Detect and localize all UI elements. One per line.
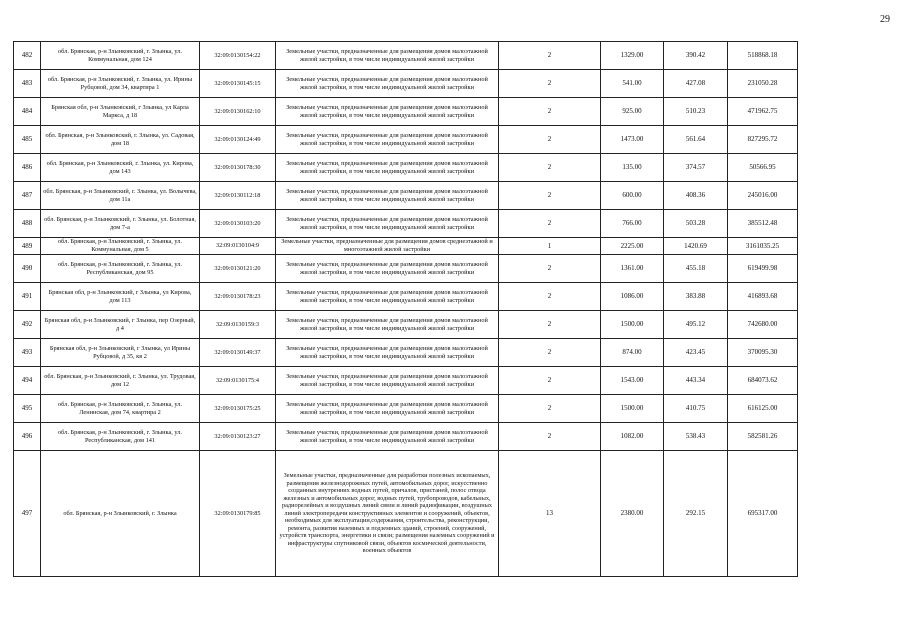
specific-value-cell: 292.15 xyxy=(664,451,728,577)
specific-value-cell: 538.43 xyxy=(664,423,728,451)
specific-value-cell: 561.64 xyxy=(664,126,728,154)
table-row xyxy=(14,238,887,255)
address-cell: обл. Брянская, р-н Злынковский, г. Злынка, ул. Коммунальная, дом 5 xyxy=(41,238,200,255)
row-number: 486 xyxy=(14,154,41,182)
row-number: 492 xyxy=(14,311,41,339)
cadastral-number-cell: 32:09:0130103:20 xyxy=(200,210,276,238)
area-cell: 1543.00 xyxy=(601,367,664,395)
address-cell: обл. Брянская, р-н Злынковский, г. Злынка, ул. Ленинская, дом 74, квартира 2 xyxy=(41,395,200,423)
table-row xyxy=(14,451,887,577)
address-cell: Брянская обл, р-н Злынковский, г Злынка, ул Кирова, дом 113 xyxy=(41,283,200,311)
cadastral-number-cell: 32:09:0130154:22 xyxy=(200,42,276,70)
cadastral-number-cell: 32:09:0130175:4 xyxy=(200,367,276,395)
group-cell: 13 xyxy=(499,451,601,577)
specific-value-cell: 495.12 xyxy=(664,311,728,339)
table-row xyxy=(14,311,887,339)
table-row xyxy=(14,255,887,283)
cadastral-number-cell: 32:09:0130178:23 xyxy=(200,283,276,311)
land-use-cell: Земельные участки, предназначенные для размещения домов малоэтажной жилой застройки, в том числе индивидуальной жилой застройки xyxy=(276,126,499,154)
cadastral-value-cell: 582581.26 xyxy=(728,423,798,451)
cadastral-value-cell: 518868.18 xyxy=(728,42,798,70)
row-number: 493 xyxy=(14,339,41,367)
specific-value-cell: 503.28 xyxy=(664,210,728,238)
group-cell: 2 xyxy=(499,395,601,423)
group-cell: 2 xyxy=(499,210,601,238)
area-cell: 766.00 xyxy=(601,210,664,238)
land-use-cell: Земельные участки, предназначенные для размещения домов малоэтажной жилой застройки, в том числе индивидуальной жилой застройки xyxy=(276,311,499,339)
cadastral-value-cell: 684073.62 xyxy=(728,367,798,395)
address-cell: обл. Брянская, р-н Злынковский, г. Злынка xyxy=(41,451,200,577)
address-cell: Брянская обл, р-н Злынковский, г Злынка, ул Карла Маркса, д 18 xyxy=(41,98,200,126)
land-use-cell: Земельные участки, предназначенные для размещения домов малоэтажной жилой застройки, в том числе индивидуальной жилой застройки xyxy=(276,367,499,395)
table-row xyxy=(14,98,887,126)
group-cell: 2 xyxy=(499,367,601,395)
row-number: 487 xyxy=(14,182,41,210)
cadastral-number-cell: 32:09:0130104:9 xyxy=(200,238,276,255)
row-number: 496 xyxy=(14,423,41,451)
specific-value-cell: 443.34 xyxy=(664,367,728,395)
specific-value-cell: 383.88 xyxy=(664,283,728,311)
area-cell: 135.00 xyxy=(601,154,664,182)
group-cell: 2 xyxy=(499,311,601,339)
address-cell: обл. Брянская, р-н Злынковский, г. Злынка, ул. Садовая, дом 18 xyxy=(41,126,200,154)
area-cell: 1500.00 xyxy=(601,395,664,423)
cadastral-value-cell: 616125.00 xyxy=(728,395,798,423)
row-number: 488 xyxy=(14,210,41,238)
table-row xyxy=(14,395,887,423)
table-row xyxy=(14,283,887,311)
table-row xyxy=(14,70,887,98)
table-row xyxy=(14,339,887,367)
group-cell: 1 xyxy=(499,238,601,255)
land-use-cell: Земельные участки, предназначенные для размещения домов малоэтажной жилой застройки, в том числе индивидуальной жилой застройки xyxy=(276,255,499,283)
specific-value-cell: 390.42 xyxy=(664,42,728,70)
table-row xyxy=(14,367,887,395)
cadastral-number-cell: 32:09:0130145:15 xyxy=(200,70,276,98)
cadastral-value-cell: 370095.30 xyxy=(728,339,798,367)
address-cell: обл. Брянская, р-н Злынковский, г. Злынка, ул. Трудовая, дом 12 xyxy=(41,367,200,395)
specific-value-cell: 427.08 xyxy=(664,70,728,98)
address-cell: обл. Брянская, р-н Злынковский, г. Злынка, ул. Кирова, дом 143 xyxy=(41,154,200,182)
page-number: 29 xyxy=(880,14,890,25)
land-use-cell: Земельные участки, предназначенные для размещения домов среднеэтажной и многоэтажной жилой застройки xyxy=(276,238,499,255)
land-use-cell: Земельные участки, предназначенные для размещения домов малоэтажной жилой застройки, в том числе индивидуальной жилой застройки xyxy=(276,210,499,238)
address-cell: Брянская обл, р-н Злынковский, г Злынка, ул Ирины Рубцовой, д 35, кв 2 xyxy=(41,339,200,367)
area-cell: 1473.00 xyxy=(601,126,664,154)
specific-value-cell: 510.23 xyxy=(664,98,728,126)
row-number: 482 xyxy=(14,42,41,70)
address-cell: обл. Брянская, р-н Злынковский, г. Злынка, ул. Коммунальная, дом 124 xyxy=(41,42,200,70)
area-cell: 541.00 xyxy=(601,70,664,98)
table-row xyxy=(14,182,887,210)
row-number: 494 xyxy=(14,367,41,395)
table-row xyxy=(14,126,887,154)
area-cell: 1329.00 xyxy=(601,42,664,70)
cadastral-value-cell: 619499.98 xyxy=(728,255,798,283)
address-cell: обл. Брянская, р-н Злынковский, г. Злынка, ул. Республиканская, дом 141 xyxy=(41,423,200,451)
group-cell: 2 xyxy=(499,154,601,182)
land-registry-table xyxy=(13,41,887,577)
land-use-cell: Земельные участки, предназначенные для размещения домов малоэтажной жилой застройки, в том числе индивидуальной жилой застройки xyxy=(276,154,499,182)
specific-value-cell: 423.45 xyxy=(664,339,728,367)
land-use-cell: Земельные участки, предназначенные для размещения домов малоэтажной жилой застройки, в том числе индивидуальной жилой застройки xyxy=(276,70,499,98)
group-cell: 2 xyxy=(499,423,601,451)
area-cell: 925.00 xyxy=(601,98,664,126)
row-number: 483 xyxy=(14,70,41,98)
land-use-cell: Земельные участки, предназначенные для размещения домов малоэтажной жилой застройки, в том числе индивидуальной жилой застройки xyxy=(276,42,499,70)
address-cell: обл. Брянская, р-н Злынковский, г. Злынка, ул. Болотная, дом 7-а xyxy=(41,210,200,238)
cadastral-value-cell: 245016.00 xyxy=(728,182,798,210)
cadastral-number-cell: 32:09:0130124:49 xyxy=(200,126,276,154)
area-cell: 2225.00 xyxy=(601,238,664,255)
specific-value-cell: 1420.69 xyxy=(664,238,728,255)
cadastral-value-cell: 827295.72 xyxy=(728,126,798,154)
land-use-cell: Земельные участки, предназначенные для размещения домов малоэтажной жилой застройки, в том числе индивидуальной жилой застройки xyxy=(276,98,499,126)
cadastral-number-cell: 32:09:0130179:85 xyxy=(200,451,276,577)
cadastral-number-cell: 32:09:0130178:30 xyxy=(200,154,276,182)
address-cell: Брянская обл, р-н Злынковский, г Злынка, пер Озерный, д 4 xyxy=(41,311,200,339)
group-cell: 2 xyxy=(499,255,601,283)
land-use-cell: Земельные участки, предназначенные для размещения домов малоэтажной жилой застройки, в том числе индивидуальной жилой застройки xyxy=(276,182,499,210)
row-number: 497 xyxy=(14,451,41,577)
group-cell: 2 xyxy=(499,126,601,154)
cadastral-value-cell: 416893.68 xyxy=(728,283,798,311)
cadastral-value-cell: 471962.75 xyxy=(728,98,798,126)
cadastral-number-cell: 32:09:0130121:20 xyxy=(200,255,276,283)
cadastral-value-cell: 742680.00 xyxy=(728,311,798,339)
group-cell: 2 xyxy=(499,339,601,367)
area-cell: 874.00 xyxy=(601,339,664,367)
cadastral-number-cell: 32:09:0130149:37 xyxy=(200,339,276,367)
area-cell: 1086.00 xyxy=(601,283,664,311)
cadastral-number-cell: 32:09:0130123:27 xyxy=(200,423,276,451)
cadastral-value-cell: 50566.95 xyxy=(728,154,798,182)
specific-value-cell: 455.18 xyxy=(664,255,728,283)
specific-value-cell: 374.57 xyxy=(664,154,728,182)
row-number: 495 xyxy=(14,395,41,423)
group-cell: 2 xyxy=(499,70,601,98)
address-cell: обл. Брянская, р-н Злынковский, г. Злынка, ул. Республиканская, дом 95 xyxy=(41,255,200,283)
cadastral-value-cell: 231050.28 xyxy=(728,70,798,98)
land-use-cell: Земельные участки, предназначенные для размещения домов малоэтажной жилой застройки, в том числе индивидуальной жилой застройки xyxy=(276,339,499,367)
row-number: 489 xyxy=(14,238,41,255)
cadastral-value-cell: 385512.48 xyxy=(728,210,798,238)
group-cell: 2 xyxy=(499,42,601,70)
table-row xyxy=(14,423,887,451)
specific-value-cell: 408.36 xyxy=(664,182,728,210)
land-use-cell: Земельные участки, предназначенные для разработки полезных ископаемых, размещения железнодорожных путей, автомобильных дорог, искусственно созданных внутренних водных путей, причалов, пристаней, полос отвода железных и автомобильных дорог, водных путей, трубопроводов, кабельных, радиорелейных и воздушных линий связи и линий радиофикации, воздушных линий электропередачи конструктивных элементов и сооружений, объектов, необходимых для эксплуатации,содержания, строительства, реконструкции, ремонта, развития наземных и подземных зданий, строений, сооружений, устройств транспорта, энергетики и связи; размещения наземных сооружений и инфраструктуры спутниковой связи, объектов космической деятельности, военных объектов xyxy=(276,451,499,577)
area-cell: 1082.00 xyxy=(601,423,664,451)
cadastral-value-cell: 695317.00 xyxy=(728,451,798,577)
cadastral-value-cell: 3161035.25 xyxy=(728,238,798,255)
table-row xyxy=(14,42,887,70)
cadastral-number-cell: 32:09:0130159:3 xyxy=(200,311,276,339)
land-use-cell: Земельные участки, предназначенные для размещения домов малоэтажной жилой застройки, в том числе индивидуальной жилой застройки xyxy=(276,395,499,423)
area-cell: 1500.00 xyxy=(601,311,664,339)
row-number: 484 xyxy=(14,98,41,126)
address-cell: обл. Брянская, р-н Злынковский, г. Злынка, ул. Ирины Рубцовой, дом 34, квартира 1 xyxy=(41,70,200,98)
group-cell: 2 xyxy=(499,283,601,311)
cadastral-number-cell: 32:09:0130175:25 xyxy=(200,395,276,423)
group-cell: 2 xyxy=(499,182,601,210)
row-number: 485 xyxy=(14,126,41,154)
cadastral-number-cell: 32:09:0130112:18 xyxy=(200,182,276,210)
area-cell: 1361.00 xyxy=(601,255,664,283)
table-row xyxy=(14,154,887,182)
table-body xyxy=(14,42,887,577)
row-number: 491 xyxy=(14,283,41,311)
land-use-cell: Земельные участки, предназначенные для размещения домов малоэтажной жилой застройки, в том числе индивидуальной жилой застройки xyxy=(276,423,499,451)
cadastral-number-cell: 32:09:0130162:10 xyxy=(200,98,276,126)
row-number: 490 xyxy=(14,255,41,283)
specific-value-cell: 410.75 xyxy=(664,395,728,423)
land-use-cell: Земельные участки, предназначенные для размещения домов малоэтажной жилой застройки, в том числе индивидуальной жилой застройки xyxy=(276,283,499,311)
group-cell: 2 xyxy=(499,98,601,126)
table-row xyxy=(14,210,887,238)
area-cell: 600.00 xyxy=(601,182,664,210)
address-cell: обл. Брянская, р-н Злынковский, г. Злынка, ул. Волычева, дом 11а xyxy=(41,182,200,210)
area-cell: 2380.00 xyxy=(601,451,664,577)
